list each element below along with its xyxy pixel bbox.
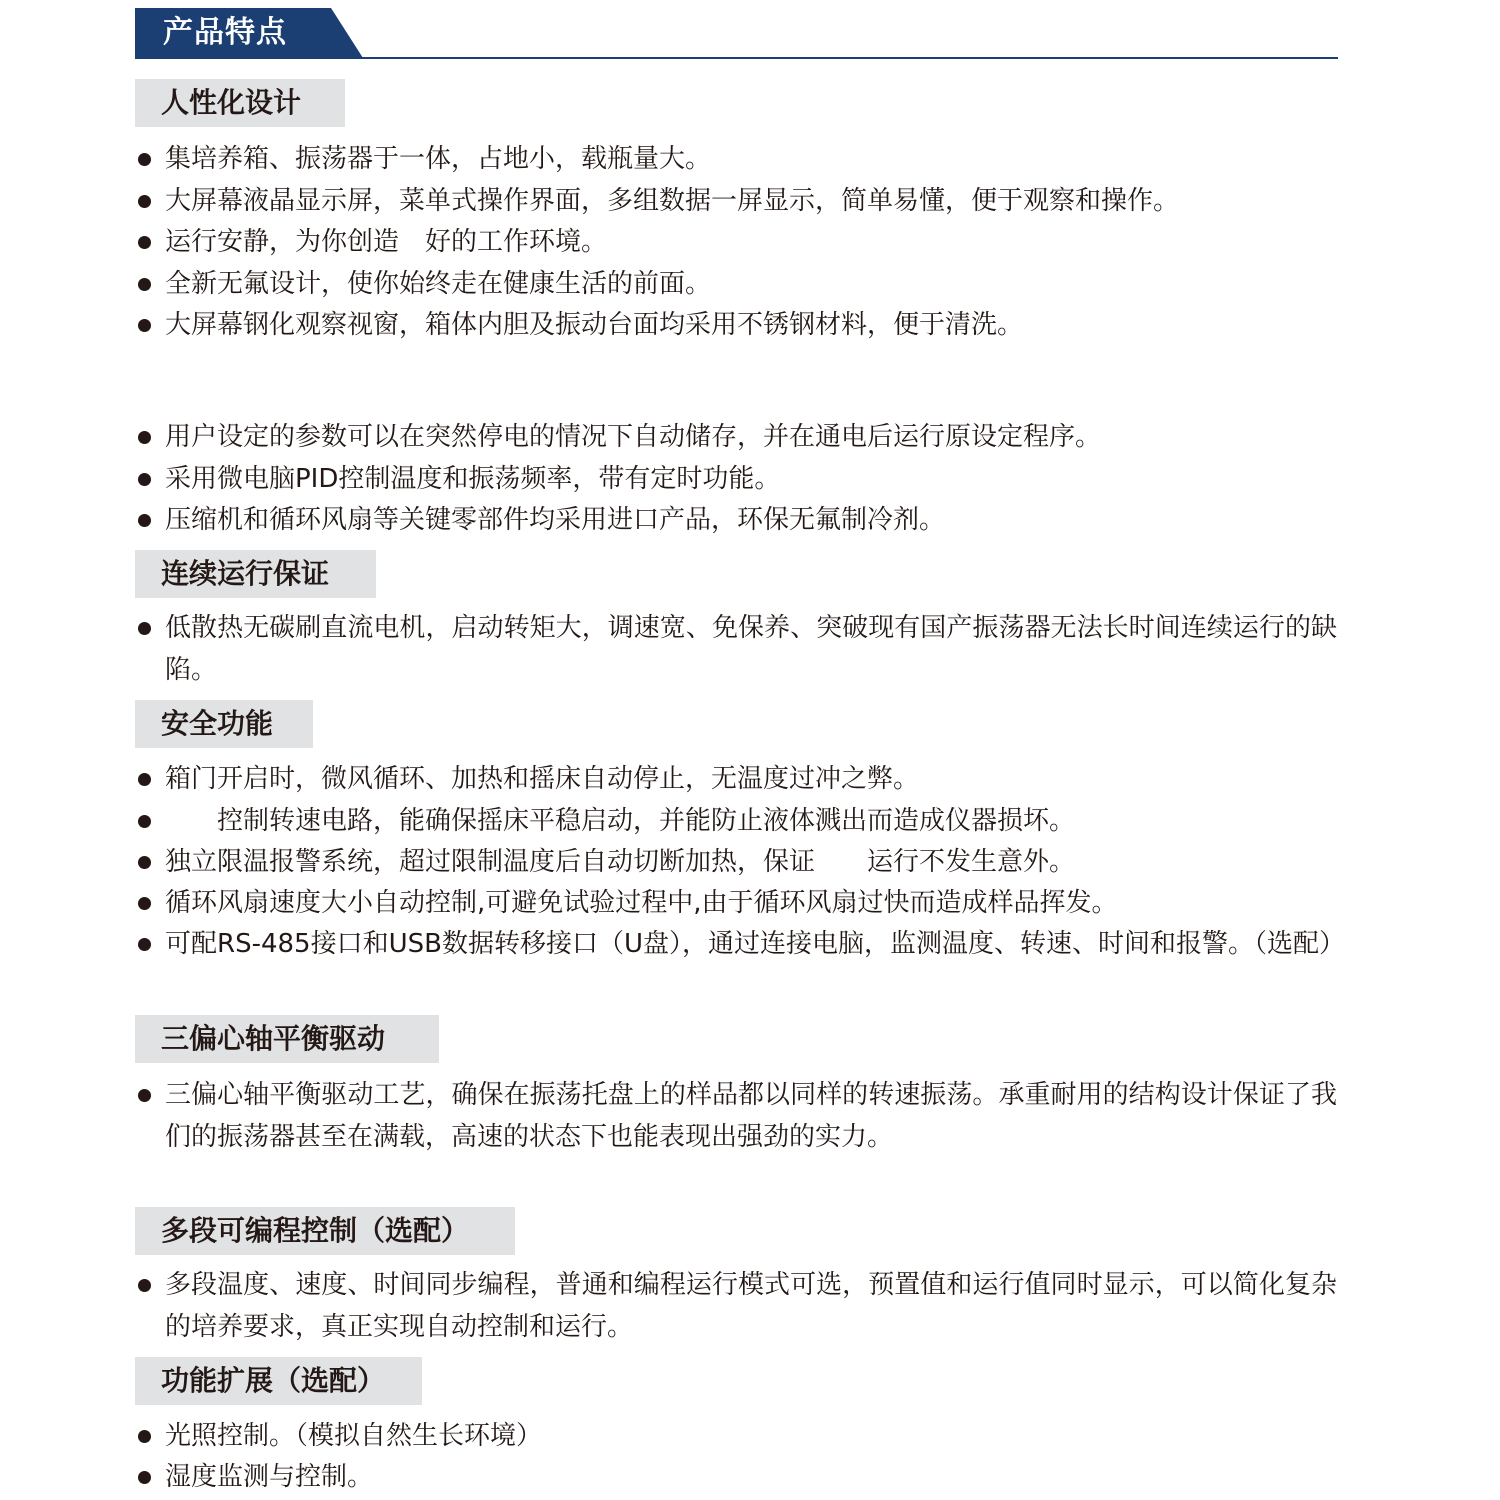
- list-item-text: 独立限温报警系统，超过限制温度后自动切断加热，保证 运行不发生意外。: [165, 847, 1076, 877]
- bullet-icon: [138, 897, 151, 910]
- bullet-icon: [138, 278, 151, 291]
- bullet-icon: [138, 514, 151, 527]
- page-title: 产品特点: [163, 15, 287, 50]
- page-header: [135, 8, 1338, 60]
- header-divider: [135, 57, 1338, 59]
- section-title-safety: 安全功能: [135, 700, 313, 748]
- list-item-text: 运行安静，为你创造 好的工作环境。: [165, 227, 608, 257]
- section-title-humanized: 人性化设计: [135, 79, 345, 127]
- list-item-text: 集培养箱、振荡器于一体，占地小，载瓶量大。: [165, 144, 712, 174]
- list-item-text: 三偏心轴平衡驱动工艺，确保在振荡托盘上的样品都以同样的转速振荡。承重耐用的结构设计保证了我们的振荡器甚至在满载，高速的状态下也能表现出强劲的实力。: [165, 1080, 1337, 1152]
- bullet-icon: [138, 815, 151, 828]
- list-item-text: 光照控制。（模拟自然生长环境）: [165, 1421, 543, 1451]
- bullet-icon: [138, 1279, 151, 1292]
- list-item-text: 大屏幕液晶显示屏，菜单式操作界面，多组数据一屏显示，简单易懂，便于观察和操作。: [165, 186, 1180, 216]
- bullet-icon: [138, 938, 151, 951]
- list-item-text: 控制转速电路，能确保摇床平稳启动，并能防止液体溅出而造成仪器损坏。: [165, 806, 1076, 836]
- bullet-icon: [138, 1471, 151, 1484]
- section-title-continuous: 连续运行保证: [135, 550, 376, 598]
- bullet-icon: [138, 1430, 151, 1443]
- bullet-icon: [138, 236, 151, 249]
- bullet-icon: [138, 1089, 151, 1102]
- list-item-text: 用户设定的参数可以在突然停电的情况下自动储存，并在通电后运行原设定程序。: [165, 422, 1102, 452]
- list-item-text: 低散热无碳刷直流电机，启动转矩大，调速宽、免保养、突破现有国产振荡器无法长时间连续运行的缺陷。: [165, 613, 1337, 685]
- bullet-icon: [138, 773, 151, 786]
- list-item-text: 湿度监测与控制。: [165, 1462, 374, 1492]
- bullet-icon: [138, 473, 151, 486]
- list-item-text: 多段温度、速度、时间同步编程，普通和编程运行模式可选，预置值和运行值同时显示，可以简化复杂的培养要求，真正实现自动控制和运行。: [165, 1270, 1337, 1342]
- bullet-icon: [138, 856, 151, 869]
- list-item-text: 大屏幕钢化观察视窗，箱体内胆及振动台面均采用不锈钢材料，便于清洗。: [165, 310, 1024, 340]
- list-item-text: 采用微电脑PID控制温度和振荡频率，带有定时功能。: [165, 464, 781, 494]
- bullet-icon: [138, 195, 151, 208]
- list-item-text: 循环风扇速度大小自动控制,可避免试验过程中,由于循环风扇过快而造成样品挥发。: [165, 888, 1118, 918]
- bullet-icon: [138, 622, 151, 635]
- bullet-icon: [138, 431, 151, 444]
- section-title-extension: 功能扩展（选配）: [135, 1357, 422, 1405]
- list-item-text: 压缩机和循环风扇等关键零部件均采用进口产品，环保无氟制冷剂。: [165, 505, 946, 535]
- list-item-text: 可配RS-485接口和USB数据转移接口（U盘），通过连接电脑，监测温度、转速、时间和报警。（选配）: [165, 929, 1345, 959]
- bullet-icon: [138, 153, 151, 166]
- section-title-program: 多段可编程控制（选配）: [135, 1207, 515, 1255]
- section-title-drive: 三偏心轴平衡驱动: [135, 1015, 439, 1063]
- list-item-text: 箱门开启时，微风循环、加热和摇床自动停止，无温度过冲之弊。: [165, 764, 920, 794]
- list-item-text: 全新无氟设计，使你始终走在健康生活的前面。: [165, 269, 712, 299]
- bullet-icon: [138, 319, 151, 332]
